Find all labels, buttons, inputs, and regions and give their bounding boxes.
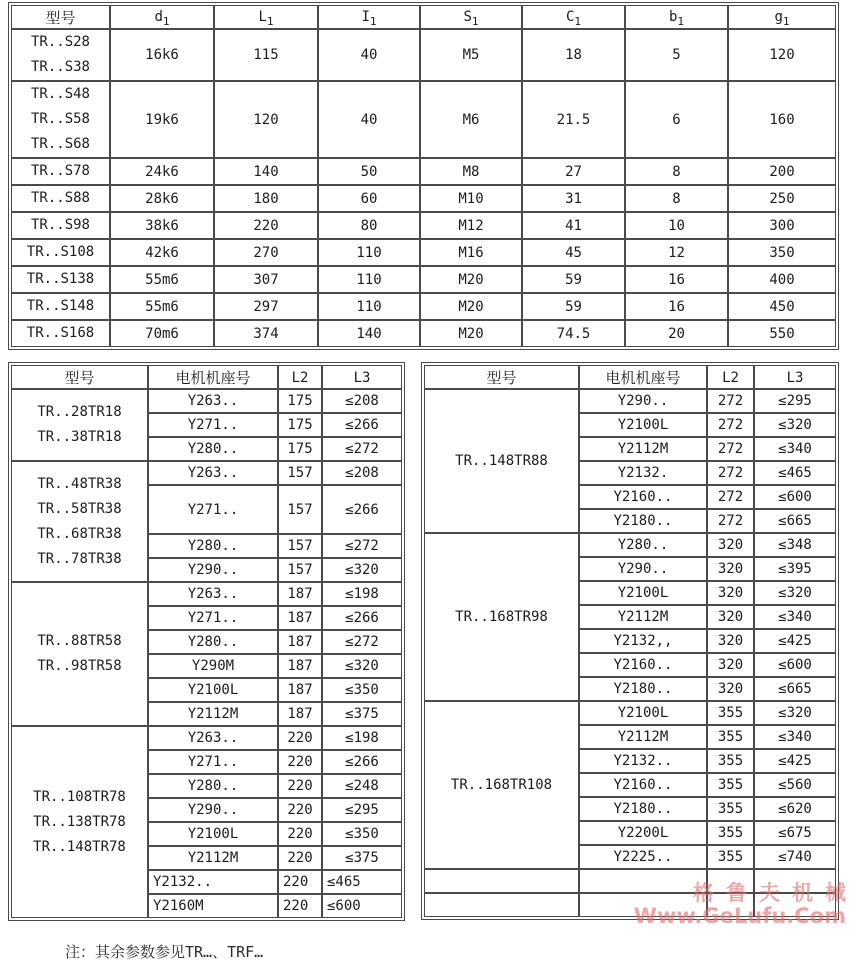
motor-frame-cell: Y2112M [579,605,707,629]
model-label: TR..S38 [30,59,90,75]
motor-frame-cell: Y280.. [148,534,278,558]
header-label: L3 [353,370,371,386]
header-cell [728,5,836,29]
l2-cell: 320 [707,533,754,557]
l2-cell: 220 [278,750,322,774]
header-cell [110,5,214,29]
value-cell: 18 [522,29,625,81]
value-cell: 31 [522,185,625,212]
header-label: L3 [786,370,804,386]
motor-frame-table-left-frame [8,362,405,921]
motor-frame-cell: Y271.. [148,606,278,630]
motor-frame-cell: Y2100L [579,413,707,437]
model-label: TR..168TR98 [455,608,548,625]
value-cell: 40 [318,29,420,81]
model-label: TR..S88 [30,190,90,206]
model-group-cell [11,582,148,726]
l2-cell: 187 [278,606,322,630]
value-cell: 120 [214,81,318,158]
value-cell: 21.5 [522,81,625,158]
motor-frame-cell: Y2112M [579,437,707,461]
model-group-cell [424,533,579,701]
l2-cell: 187 [278,582,322,606]
motor-frame-cell: Y2180.. [579,677,707,701]
value-cell: 20 [625,320,728,347]
l3-cell: ≤425 [754,629,836,653]
motor-frame-cell: Y290.. [579,557,707,581]
l3-cell: ≤740 [754,845,836,869]
header-label: 电机机座号 [605,368,681,387]
value-cell: 120 [728,29,836,81]
l3-cell: ≤320 [322,654,402,678]
model-label: TR..S68 [30,136,90,152]
value-cell: M16 [420,239,522,266]
motor-frame-cell: Y2100L [579,581,707,605]
model-label: TR..68TR38 [37,525,122,542]
l3-cell: ≤295 [322,798,402,822]
model-cell [11,293,110,320]
model-label: TR..88TR58 [37,633,122,649]
l2-cell: 157 [278,485,322,534]
header-cell [278,365,322,389]
empty-motor-frame-cell [579,893,707,917]
l3-cell: ≤340 [754,725,836,749]
l3-cell: ≤272 [322,630,402,654]
l2-cell: 187 [278,630,322,654]
motor-frame-cell: Y263.. [148,461,278,485]
value-cell: M10 [420,185,522,212]
value-cell: 41 [522,212,625,239]
header-subscript: 1 [677,14,685,28]
l2-cell: 272 [707,437,754,461]
model-label: TR..98TR58 [37,658,122,674]
value-cell: 28k6 [110,185,214,212]
value-cell: 200 [728,158,836,185]
footnote: 注：其余参数参见TR…、TRF… [65,943,264,961]
l3-cell: ≤208 [322,389,402,413]
header-cell [148,365,278,389]
model-label: TR..S138 [26,271,95,287]
value-cell: M20 [420,266,522,293]
value-cell: 80 [318,212,420,239]
value-cell: 19k6 [110,81,214,158]
l3-cell: ≤665 [754,509,836,533]
header-subscript: 1 [162,14,170,28]
motor-frame-cell: Y2100L [148,678,278,702]
value-cell: M20 [420,293,522,320]
header-cell [322,365,402,389]
value-cell: 140 [214,158,318,185]
l3-cell: ≤620 [754,797,836,821]
value-cell: 450 [728,293,836,320]
value-cell: 10 [625,212,728,239]
l2-cell: 320 [707,653,754,677]
motor-frame-cell: Y271.. [148,485,278,534]
value-cell: 550 [728,320,836,347]
value-cell: M20 [420,320,522,347]
l2-cell: 272 [707,389,754,413]
value-cell: 400 [728,266,836,293]
value-cell: 16 [625,293,728,320]
motor-frame-table-right [424,365,836,917]
value-cell: 110 [318,266,420,293]
value-cell: 24k6 [110,158,214,185]
header-label: L2 [722,370,739,386]
motor-frame-cell: Y2160.. [579,653,707,677]
model-group-cell [11,461,148,582]
l2-cell: 220 [278,846,322,870]
motor-frame-cell: Y2180.. [579,509,707,533]
l3-cell: ≤600 [754,653,836,677]
value-cell: 250 [728,185,836,212]
motor-frame-cell: Y280.. [148,437,278,461]
motor-frame-tables-row [8,362,847,921]
value-cell: 74.5 [522,320,625,347]
l3-cell: ≤266 [322,750,402,774]
model-group-cell [11,389,148,461]
l3-cell: ≤320 [754,413,836,437]
empty-l2-cell [707,893,754,917]
l2-cell: 220 [278,798,322,822]
model-cell [11,239,110,266]
l3-cell: ≤320 [754,581,836,605]
model-label: TR..38TR18 [37,429,122,445]
model-label: TR..168TR108 [450,776,553,793]
value-cell: 5 [625,29,728,81]
header-cell [625,5,728,29]
l2-cell: 320 [707,581,754,605]
l3-cell: ≤675 [754,821,836,845]
l3-cell: ≤198 [322,582,402,606]
value-cell: 45 [522,239,625,266]
motor-frame-cell: Y280.. [148,630,278,654]
motor-frame-cell: Y2160.. [579,773,707,797]
value-cell: 27 [522,158,625,185]
l2-cell: 175 [278,389,322,413]
l2-cell: 220 [278,822,322,846]
value-cell: 38k6 [110,212,214,239]
l3-cell: ≤560 [754,773,836,797]
model-label: TR..S108 [26,244,95,260]
l2-cell: 320 [707,629,754,653]
motor-frame-cell: Y2112M [579,725,707,749]
header-label: L [258,8,267,25]
empty-l3-cell [754,893,836,917]
value-cell: 16k6 [110,29,214,81]
header-subscript: 1 [574,14,582,28]
l2-cell: 220 [278,726,322,750]
l2-cell: 187 [278,678,322,702]
header-label: 型号 [45,8,76,27]
motor-frame-cell: Y2160.. [579,485,707,509]
model-cell [11,158,110,185]
header-cell [424,365,579,389]
shaft-dimensions-table [11,5,836,347]
header-cell [11,365,148,389]
motor-frame-cell: Y2225.. [579,845,707,869]
model-label: TR..S148 [26,298,95,314]
header-label: b [668,8,678,25]
header-subscript: 1 [266,14,274,28]
model-label: TR..S98 [30,217,90,233]
model-group-cell [424,389,579,533]
l3-cell: ≤320 [322,558,402,582]
header-label: L2 [291,370,309,386]
motor-frame-cell: Y2180.. [579,797,707,821]
header-cell [11,5,110,29]
l3-cell: ≤600 [322,894,402,918]
l2-cell: 355 [707,821,754,845]
l2-cell: 175 [278,413,322,437]
model-label: TR..48TR38 [37,475,122,492]
value-cell: 60 [318,185,420,212]
model-label: TR..S48 [30,86,90,102]
l3-cell: ≤350 [322,678,402,702]
model-label: TR..108TR78 [33,788,126,805]
model-label: TR..58TR38 [37,500,122,517]
l3-cell: ≤350 [322,822,402,846]
l2-cell: 220 [278,774,322,798]
motor-frame-cell: Y271.. [148,413,278,437]
l3-cell: ≤375 [322,702,402,726]
header-subscript: 1 [369,14,377,28]
motor-frame-cell: Y263.. [148,389,278,413]
l3-cell: ≤465 [754,461,836,485]
model-label: TR..S168 [26,325,95,341]
l2-cell: 355 [707,773,754,797]
header-label: d [154,8,163,25]
model-label: TR..S58 [30,111,90,127]
l2-cell: 272 [707,509,754,533]
motor-frame-cell: Y290.. [148,798,278,822]
motor-frame-cell: Y263.. [148,726,278,750]
header-cell [420,5,522,29]
value-cell: 115 [214,29,318,81]
l3-cell: ≤340 [754,605,836,629]
value-cell: 55m6 [110,266,214,293]
value-cell: 350 [728,239,836,266]
watermark-url-text: Www.GeLufu.Com [633,904,846,929]
value-cell: 374 [214,320,318,347]
header-label: 型号 [486,368,517,387]
motor-frame-cell: Y280.. [579,533,707,557]
value-cell: 297 [214,293,318,320]
motor-frame-cell: Y290.. [148,558,278,582]
header-label: S [463,8,472,25]
l2-cell: 355 [707,701,754,725]
l3-cell: ≤272 [322,437,402,461]
l2-cell: 220 [278,870,322,894]
motor-frame-cell: Y2100L [579,701,707,725]
motor-frame-cell: Y2132.. [148,870,278,894]
l2-cell: 187 [278,702,322,726]
l2-cell: 157 [278,534,322,558]
value-cell: 40 [318,81,420,158]
motor-frame-cell: Y2132,, [579,629,707,653]
value-cell: 307 [214,266,318,293]
value-cell: 59 [522,293,625,320]
value-cell: M12 [420,212,522,239]
l2-cell: 355 [707,845,754,869]
model-label: TR..78TR38 [37,550,122,567]
model-group-cell [424,701,579,869]
motor-frame-table-right-frame [421,362,839,920]
header-subscript: 1 [782,14,790,28]
header-label: C [565,8,575,25]
model-cell [11,29,110,81]
value-cell: 50 [318,158,420,185]
value-cell: 220 [214,212,318,239]
motor-frame-cell: Y2112M [148,846,278,870]
value-cell: 180 [214,185,318,212]
value-cell: 12 [625,239,728,266]
l3-cell: ≤272 [322,534,402,558]
header-cell [754,365,836,389]
header-cell [579,365,707,389]
motor-frame-cell: Y2160M [148,894,278,918]
value-cell: 160 [728,81,836,158]
motor-frame-cell: Y290M [148,654,278,678]
model-label: TR..148TR78 [33,838,126,855]
value-cell: 70m6 [110,320,214,347]
watermark-company-text: 格鲁夫机械 [693,881,858,905]
value-cell: M6 [420,81,522,158]
empty-motor-frame-cell [579,869,707,893]
header-subscript: 1 [471,14,479,28]
l2-cell: 355 [707,749,754,773]
model-label: TR..148TR88 [455,452,548,469]
l3-cell: ≤266 [322,485,402,534]
value-cell: 6 [625,81,728,158]
model-cell [11,81,110,158]
l3-cell: ≤248 [322,774,402,798]
header-label: 型号 [64,368,95,387]
l2-cell: 272 [707,461,754,485]
motor-frame-cell: Y2100L [148,822,278,846]
motor-frame-cell: Y263.. [148,582,278,606]
l3-cell: ≤395 [754,557,836,581]
motor-frame-cell: Y290.. [579,389,707,413]
value-cell: 59 [522,266,625,293]
header-cell [318,5,420,29]
header-label: I [361,8,370,25]
motor-frame-table-left [11,365,402,918]
l2-cell: 272 [707,485,754,509]
value-cell: M5 [420,29,522,81]
model-label: TR..S28 [30,34,90,50]
l2-cell: 272 [707,413,754,437]
value-cell: 110 [318,293,420,320]
value-cell: 270 [214,239,318,266]
l2-cell: 175 [278,437,322,461]
model-label: TR..S78 [30,163,90,179]
l2-cell: 355 [707,797,754,821]
l2-cell: 320 [707,605,754,629]
value-cell: 16 [625,266,728,293]
header-label: 电机机座号 [175,368,251,387]
l3-cell: ≤320 [754,701,836,725]
l3-cell: ≤375 [322,846,402,870]
value-cell: 55m6 [110,293,214,320]
empty-model-cell [424,893,579,917]
l2-cell: 157 [278,558,322,582]
l3-cell: ≤295 [754,389,836,413]
l2-cell: 220 [278,894,322,918]
l3-cell: ≤208 [322,461,402,485]
empty-l3-cell [754,869,836,893]
value-cell: 42k6 [110,239,214,266]
model-cell [11,212,110,239]
l2-cell: 187 [278,654,322,678]
l2-cell: 157 [278,461,322,485]
model-cell [11,320,110,347]
motor-frame-cell: Y2200L [579,821,707,845]
model-label: TR..138TR78 [33,813,126,830]
l2-cell: 355 [707,725,754,749]
motor-frame-cell: Y2132.. [579,749,707,773]
l3-cell: ≤340 [754,437,836,461]
value-cell: 8 [625,185,728,212]
l3-cell: ≤266 [322,413,402,437]
motor-frame-cell: Y280.. [148,774,278,798]
shaft-dimensions-table-frame [8,2,839,350]
l3-cell: ≤665 [754,677,836,701]
l3-cell: ≤425 [754,749,836,773]
header-cell [707,365,754,389]
model-group-cell [11,726,148,918]
value-cell: M8 [420,158,522,185]
l2-cell: 320 [707,557,754,581]
value-cell: 300 [728,212,836,239]
l3-cell: ≤198 [322,726,402,750]
value-cell: 110 [318,239,420,266]
l3-cell: ≤266 [322,606,402,630]
empty-l2-cell [707,869,754,893]
model-cell [11,185,110,212]
empty-model-cell [424,869,579,893]
model-label: TR..28TR18 [37,404,122,420]
motor-frame-cell: Y2112M [148,702,278,726]
model-cell [11,266,110,293]
header-cell [214,5,318,29]
value-cell: 8 [625,158,728,185]
l3-cell: ≤348 [754,533,836,557]
l3-cell: ≤600 [754,485,836,509]
l2-cell: 320 [707,677,754,701]
header-label: g [774,8,783,25]
l3-cell: ≤465 [322,870,402,894]
value-cell: 140 [318,320,420,347]
header-cell [522,5,625,29]
motor-frame-cell: Y271.. [148,750,278,774]
motor-frame-cell: Y2132. [579,461,707,485]
